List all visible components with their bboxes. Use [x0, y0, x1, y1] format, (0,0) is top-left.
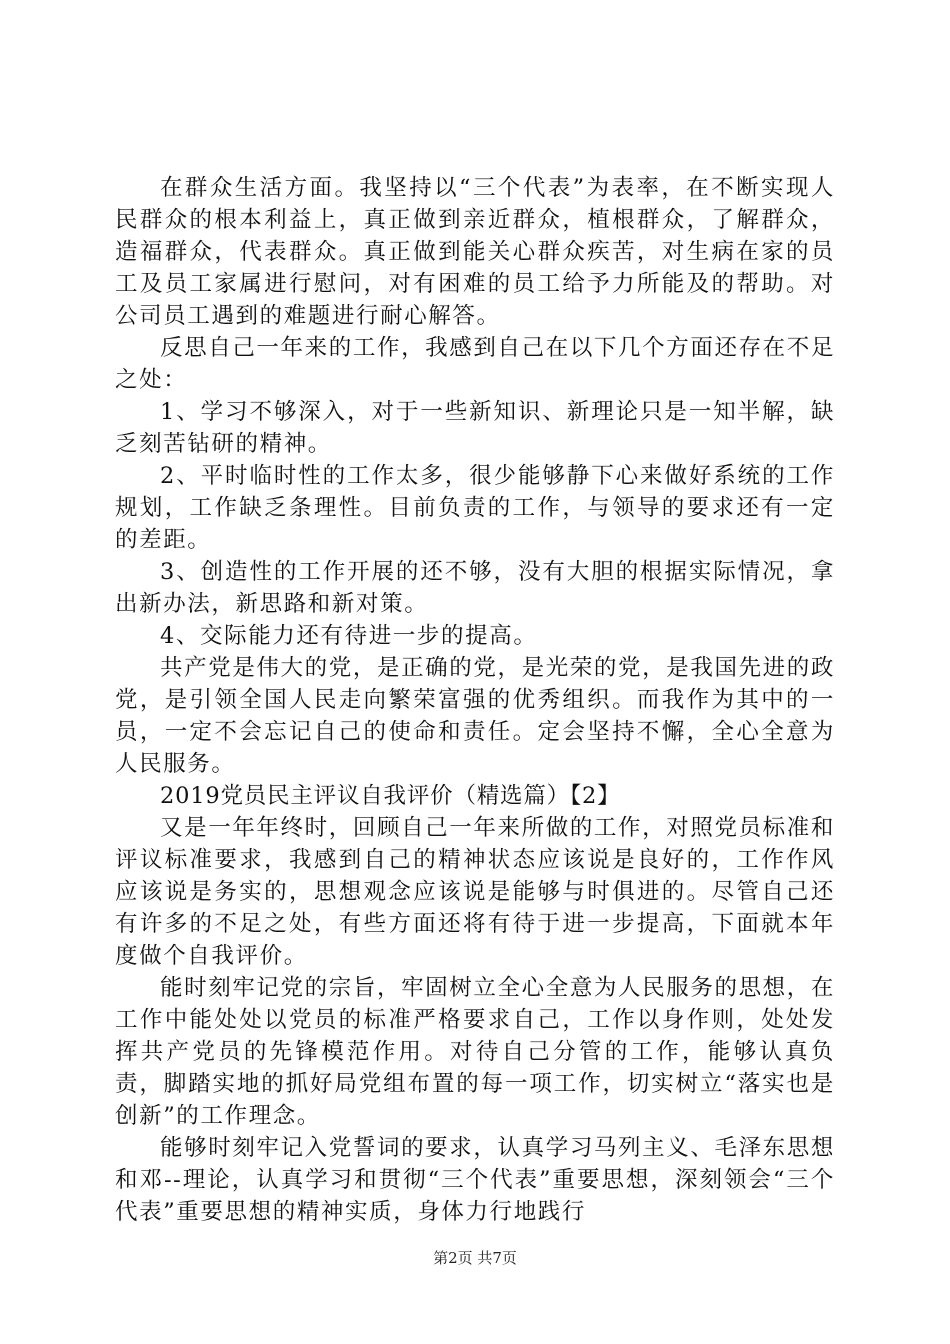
- paragraph-mass-work: 在群众生活方面。我坚持以“三个代表”为表率，在不断实现人民群众的根本利益上，真正做到亲近群众，植根群众，了解群众，造福群众，代表群众。真正做到能关心群众疾苦，对生病在家的员工及员工家属进行慰问，对有困难的员工给予力所能及的帮助。对公司员工遇到的难题进行耐心解答。: [115, 175, 835, 329]
- paragraph-party-commitment: 共产党是伟大的党，是正确的党，是光荣的党，是我国先进的政党，是引领全国人民走向繁荣富强的优秀组织。而我作为其中的一员，一定不会忘记自己的使命和责任。定会坚持不懈，全心全意为人民服务。: [115, 655, 835, 777]
- paragraph-shortcoming-1: 1、学习不够深入，对于一些新知识、新理论只是一知半解，缺乏刻苦钻研的精神。: [115, 399, 835, 457]
- paragraph-shortcoming-2: 2、平时临时性的工作太多，很少能够静下心来做好系统的工作规划，工作缺乏条理性。目前负责的工作，与领导的要求还有一定的差距。: [115, 463, 835, 553]
- document-body: [115, 172, 835, 1228]
- paragraph-shortcoming-4: 4、交际能力还有待进一步的提高。: [160, 623, 538, 649]
- section-heading: 2019党员民主评议自我评价（精选篇）【2】: [160, 783, 621, 809]
- paragraph-party-oath: 能够时刻牢记入党誓词的要求，认真学习马列主义、毛泽东思想和邓--理论，认真学习和贯彻“三个代表”重要思想，深刻领会“三个代表”重要思想的精神实质，身体力行地践行: [115, 1135, 835, 1225]
- paragraph-self-reflection: 反思自己一年来的工作，我感到自己在以下几个方面还存在不足之处：: [115, 335, 835, 393]
- paragraph-shortcoming-3: 3、创造性的工作开展的还不够，没有大胆的根据实际情况，拿出新办法，新思路和新对策。: [115, 559, 835, 617]
- paragraph-year-end-review: 又是一年年终时，回顾自己一年来所做的工作，对照党员标准和评议标准要求，我感到自己的精神状态应该说是良好的，工作作风应该说是务实的，思想观念应该说是能够与时俱进的。尽管自己还有许多的不足之处，有些方面还将有待于进一步提高，下面就本年度做个自我评价。: [115, 815, 835, 969]
- paragraph-party-purpose: 能时刻牢记党的宗旨，牢固树立全心全意为人民服务的思想，在工作中能处处以党员的标准严格要求自己，工作以身作则，处处发挥共产党员的先锋模范作用。对待自己分管的工作，能够认真负责，脚踏实地的抓好局党组布置的每一项工作，切实树立“落实也是创新”的工作理念。: [115, 975, 835, 1129]
- page-number: 第2页 共7页: [433, 1249, 517, 1267]
